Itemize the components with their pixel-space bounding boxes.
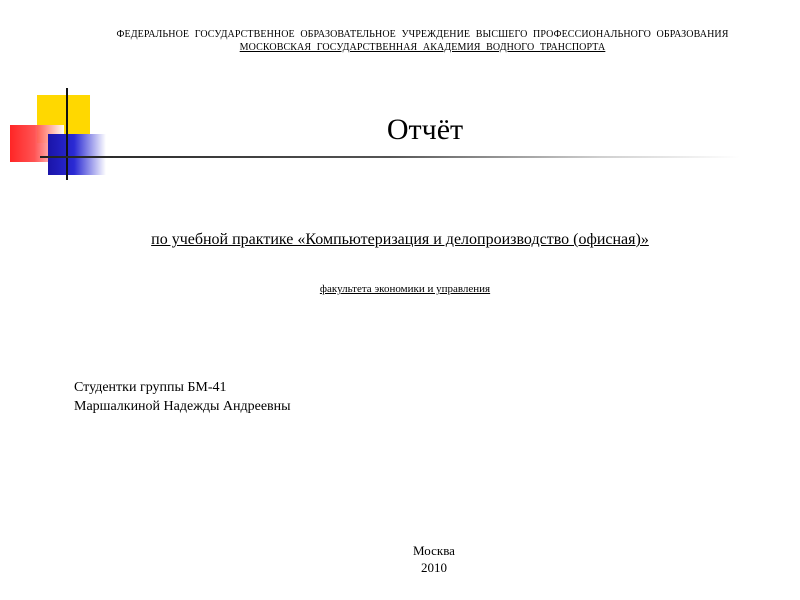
vertical-line-shape — [66, 88, 68, 180]
footer — [360, 542, 508, 576]
footer-year: 2010 — [421, 560, 447, 575]
footer-city: Москва — [413, 543, 455, 558]
horizontal-divider — [40, 156, 740, 158]
page-title: Отчёт — [386, 113, 464, 146]
faculty-name: факультета экономики и управления — [319, 283, 491, 295]
blue-square-shape — [48, 134, 106, 175]
report-subtitle: по учебной практике «Компьютеризация и делопроизводство (офисная)» — [151, 231, 649, 248]
institution-line-2: МОСКОВСКАЯ ГОСУДАРСТВЕННАЯ АКАДЕМИЯ ВОДНОГО ТРАНСПОРТА — [239, 42, 606, 53]
student-group: Студентки группы БМ-41 — [74, 380, 227, 395]
institution-header — [60, 28, 785, 54]
student-info — [74, 378, 291, 416]
institution-line-1: ФЕДЕРАЛЬНОЕ ГОСУДАРСТВЕННОЕ ОБРАЗОВАТЕЛЬНОЕ УЧРЕЖДЕНИЕ ВЫСШЕГО ПРОФЕССИОНАЛЬНОГО ОБРАЗОВАНИЯ — [116, 29, 729, 40]
student-name: Маршалкиной Надежды Андреевны — [74, 399, 291, 414]
decorative-logo — [0, 80, 120, 190]
